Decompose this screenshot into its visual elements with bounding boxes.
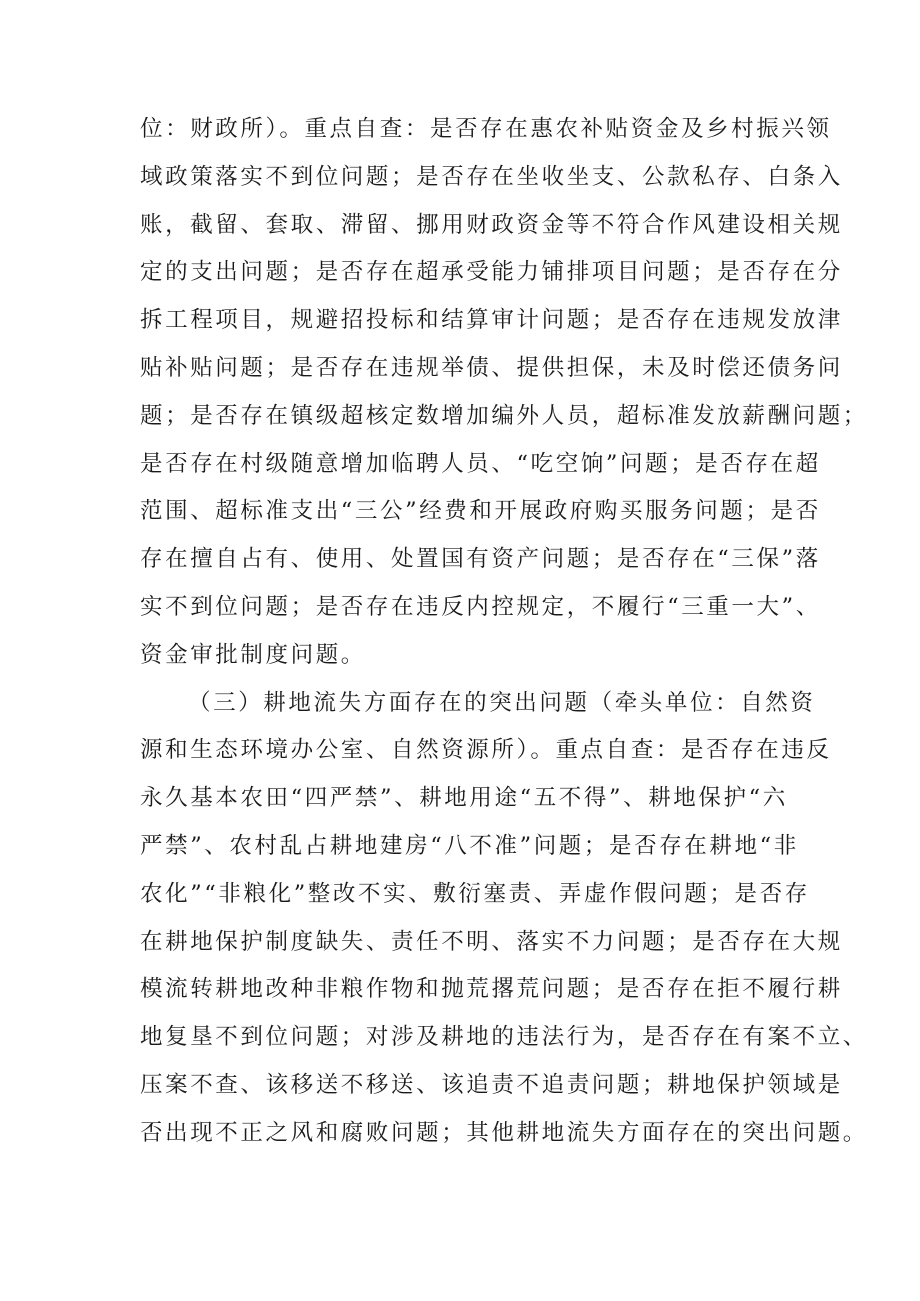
paragraph-line: 账，截留、套取、滞留、挪用财政资金等不符合作风建设相关规 — [140, 211, 843, 238]
paragraph-line: 源和生态环境办公室、自然资源所）。重点自查：是否存在违反 — [140, 737, 832, 764]
paragraph-line: 题；是否存在镇级超核定数增加编外人员，超标准发放薪酬问题； — [140, 402, 868, 429]
paragraph-line: 永久基本农田“四严禁”、耕地用途“五不得”、耕地保护“六 — [140, 785, 788, 812]
paragraph-line: 在耕地保护制度缺失、责任不明、落实不力问题；是否存在大规 — [140, 928, 843, 955]
paragraph-line: 存在擅自占有、使用、处置国有资产问题；是否存在“三保”落 — [140, 546, 821, 573]
paragraph-fiscal-issues — [140, 106, 868, 680]
paragraph-line: 域政策落实不到位问题；是否存在坐收坐支、公款私存、白条入 — [140, 163, 843, 190]
paragraph-line: 范围、超标准支出“三公”经费和开展政府购买服务问题；是否 — [140, 498, 821, 525]
paragraph-line: 贴补贴问题；是否存在违规举债、提供担保，未及时偿还债务问 — [140, 354, 843, 381]
paragraph-line: 实不到位问题；是否存在违反内控规定，不履行“三重一大”、 — [140, 593, 821, 620]
paragraph-farmland-loss — [140, 680, 868, 1158]
paragraph-line: 地复垦不到位问题；对涉及耕地的违法行为，是否存在有案不立、 — [140, 1024, 868, 1051]
paragraph-line: 严禁”、农村乱占耕地建房“八不准”问题；是否存在耕地“非 — [140, 832, 799, 859]
paragraph-line: 拆工程项目，规避招投标和结算审计问题；是否存在违规发放津 — [140, 307, 843, 334]
paragraph-line: 农化”“非粮化”整改不实、敷衍塞责、弄虚作假问题；是否存 — [140, 880, 810, 907]
body-text — [140, 106, 868, 1158]
paragraph-line: 资金审批制度问题。 — [140, 641, 366, 668]
paragraph-line: 是否存在村级随意增加临聘人员、“吃空饷”问题；是否存在超 — [140, 450, 821, 477]
paragraph-line: 模流转耕地改种非粮作物和抛荒撂荒问题；是否存在拒不履行耕 — [140, 976, 843, 1003]
paragraph-line: 否出现不正之风和腐败问题；其他耕地流失方面存在的突出问题。 — [140, 1119, 868, 1146]
paragraph-line: 定的支出问题；是否存在超承受能力铺排项目问题；是否存在分 — [140, 259, 843, 286]
paragraph-line: 压案不查、该移送不移送、该追责不追责问题；耕地保护领域是 — [140, 1071, 843, 1098]
paragraph-line: 位：财政所）。重点自查：是否存在惠农补贴资金及乡村振兴领 — [140, 116, 832, 142]
section-heading-line: （三）耕地流失方面存在的突出问题（牵头单位：自然资 — [188, 689, 816, 716]
